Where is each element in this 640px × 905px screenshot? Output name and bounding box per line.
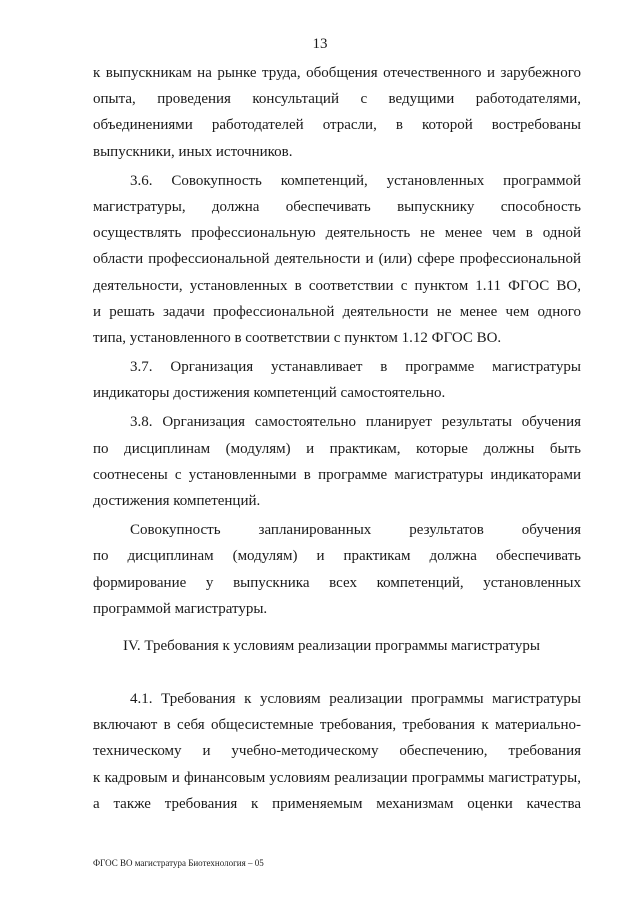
text-line: формирование у выпускника всех компетенций, установленных — [93, 574, 581, 591]
paragraph-summary — [93, 517, 581, 622]
paragraph-3-8 — [93, 409, 581, 514]
text-line: по дисциплинам (модулям) и практикам, которые должны быть — [93, 440, 581, 457]
text-line: типа, установленного в соответствии с пунктом 1.12 ФГОС ВО. — [93, 329, 502, 346]
text-line: 3.6. Совокупность компетенций, установленных программой — [130, 172, 581, 189]
text-line: 3.7. Организация устанавливает в программе магистратуры — [130, 359, 581, 376]
text-line: 3.8. Организация самостоятельно планирует результаты обучения — [130, 414, 581, 431]
text-line: программой магистратуры. — [93, 600, 268, 617]
document-footer: ФГОС ВО магистратура Биотехнология – 05 — [93, 858, 264, 868]
text-line: достижения компетенций. — [93, 493, 261, 509]
text-line: выпускники, иных источников. — [93, 143, 293, 160]
text-line: к выпускникам на рынке труда, обобщения отечественного и зарубежного — [93, 65, 581, 81]
text-line: области профессиональной деятельности и (или) сфере профессиональной — [93, 251, 581, 268]
text-line: соотнесены с установленными в программе магистратуры индикаторами — [93, 466, 581, 483]
paragraph-continuation — [93, 60, 581, 165]
text-line: а также требования к применяемым механизмам оценки качества — [93, 795, 581, 812]
text-line: по дисциплинам (модулям) и практикам должна обеспечивать — [93, 548, 581, 565]
text-line: техническому и учебно-методическому обеспечению, требования — [93, 743, 581, 760]
text-line: 4.1. Требования к условиям реализации программы магистратуры — [130, 691, 581, 707]
text-line: и решать задачи профессиональной деятельности не менее чем одного — [93, 303, 581, 320]
section-body — [93, 686, 581, 817]
text-line: к кадровым и финансовым условиям реализации программы магистратуры, — [93, 769, 581, 786]
text-line: осуществлять профессиональную деятельность не менее чем в одной — [93, 225, 581, 242]
text-line: опыта, проведения консультаций с ведущими работодателями, — [93, 91, 581, 108]
section-heading: IV. Требования к условиям реализации программы магистратуры — [123, 638, 540, 654]
page-number: 13 — [312, 36, 328, 52]
paragraph-3-6 — [93, 168, 581, 351]
text-line: деятельности, установленных в соответствии с пунктом 1.11 ФГОС ВО, — [93, 277, 581, 294]
text-line: индикаторы достижения компетенций самостоятельно. — [93, 385, 446, 402]
text-line: объединениями работодателей отрасли, в которой востребованы — [93, 117, 581, 134]
text-line: магистратуры, должна обеспечивать выпускнику способность — [93, 198, 581, 215]
text-line: Совокупность запланированных результатов обучения — [130, 522, 581, 539]
document-body — [93, 60, 581, 622]
paragraph-3-7 — [93, 354, 581, 406]
paragraph-4-1 — [93, 686, 581, 817]
text-line: включают в себя общесистемные требования, требования к материально- — [93, 717, 581, 734]
